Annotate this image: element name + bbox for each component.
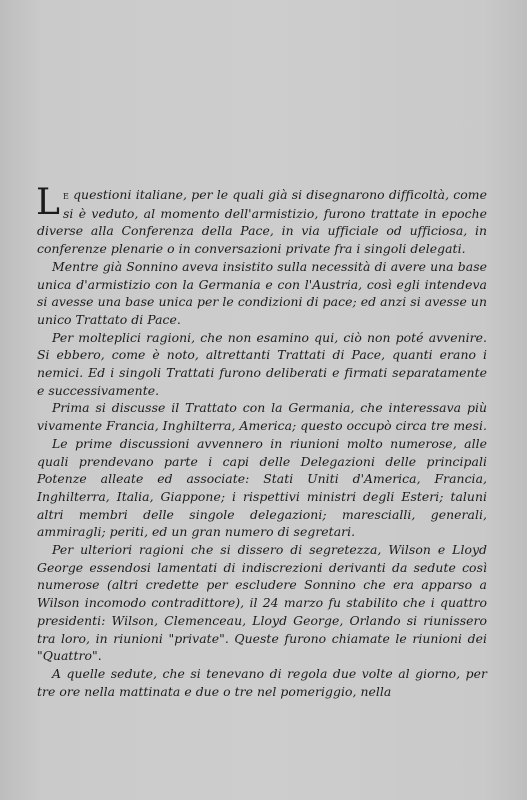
paragraph-4: Prima si discusse il Trattato con la Germania, che interessava più vivamente Francia, Inghilterra, America; questo occupò circa tre mesi. bbox=[37, 400, 487, 434]
paragraph-3: Per molteplici ragioni, che non esamino qui, ciò non poté avvenire. Si ebbero, come è noto, altrettanti Trattati di Pace, quanti erano i nemici. Ed i singoli Trattati furono deliberati e firmati separatamente e successivamente. bbox=[37, 329, 487, 398]
drop-cap-letter: L bbox=[36, 182, 60, 223]
paragraph-1-text: questioni italiane, per le quali già si disegnarono difficoltà, come si è veduto, al momento dell'armistizio, furono trattate in epoche diverse alla Conferenza della Pace, in via ufficiale od ufficiosa, in conferenze plenarie o in conversazioni private fra i singoli delegati. bbox=[37, 187, 487, 257]
paragraph-1 bbox=[36, 182, 487, 258]
paragraph-2: Mentre già Sonnino aveva insistito sulla necessità di avere una base unica d'armistizio con la Germania e con l'Austria, così egli intendeva si avesse una base unica per le condizioni di pace; ed anzi si avesse un unico Trattato di Pace. bbox=[37, 258, 487, 327]
paragraph-5: Le prime discussioni avvennero in riunioni molto numerose, alle quali prendevano parte i capi delle Delegazioni delle principali Potenze alleate ed associate: Stati Uniti d'America, Francia, Inghilterra, Italia, Giappone; i rispettivi ministri degli Esteri; taluni altri membri delle singole delegazioni; marescialli, generali, ammiragli; periti, ed un gran numero di segretari. bbox=[37, 435, 487, 540]
body-text bbox=[36, 182, 487, 700]
paragraph-6: Per ulteriori ragioni che si dissero di segretezza, Wilson e Lloyd George essendosi lamentati di indiscrezioni derivanti da sedute così numerose (altri credette per escludere Sonnino che era apparso a Wilson incomodo contradittore), il 24 marzo fu stabilito che i quattro presidenti: Wilson, Clemenceau, Lloyd George, Orlando si riunissero tra loro, in riunioni "private". Queste furono chiamate le riunioni dei "Quattro". bbox=[37, 542, 487, 664]
paragraph-7: A quelle sedute, che si tenevano di regola due volte al giorno, per tre ore nella mattinata e due o tre nel pomeriggio, nella bbox=[37, 665, 487, 699]
first-word-rest: e bbox=[62, 188, 69, 202]
